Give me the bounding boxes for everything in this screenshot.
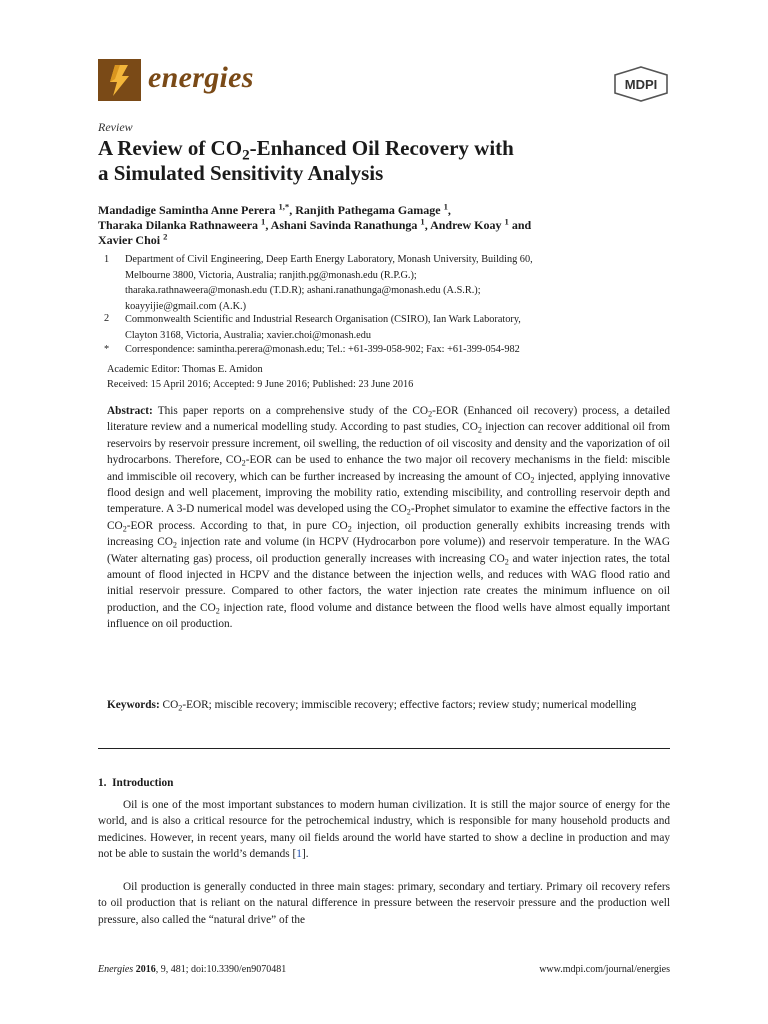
- footer-year: 2016: [133, 964, 156, 975]
- author-name: Ashani Savinda Ranathunga: [270, 218, 418, 232]
- keywords: Keywords: $CO_2$-EOR; miscible recovery; immiscible recovery; effective factors; review study; numerical modelling: [107, 699, 637, 713]
- affiliation-number: 1: [104, 254, 110, 265]
- section-heading: [98, 775, 173, 791]
- correspondence: Correspondence: samintha.perera@monash.edu; Tel.: +61-399-058-902; Fax: +61-399-054-982: [125, 344, 520, 355]
- author-name: Xavier Choi: [98, 233, 161, 247]
- author-list: Mandadige Samintha Anne Perera $^{1,*}$, Ranjith Pathegama Gamage $^1$, Tharaka Dilanka Rathnaweera $^1$, Ashani Savinda Ranathunga $^1$, Andrew Koay $^1$ and Xavier Choi $^2$: [98, 201, 532, 247]
- paper-title: [98, 136, 658, 186]
- article-type: Review: [98, 120, 133, 134]
- affiliation-line: Commonwealth Scientific and Industrial Research Organisation (CSIRO), Ian Wark Laboratory,: [125, 314, 521, 325]
- affiliation-2: [125, 312, 670, 343]
- body-paragraph-2: Oil production is generally conducted in three main stages: primary, secondary and tertiary. Primary oil recovery refers to oil production that is reliant on the natural difference in pressure between the reservoir pressure and the production well pressure, also called the “natural drive” of the: [98, 881, 670, 926]
- author-affil: 1: [420, 216, 425, 227]
- title-line1-post: -Enhanced Oil Recovery with: [249, 136, 514, 160]
- author-affil: 1: [443, 201, 448, 212]
- citation-link[interactable]: 1: [296, 848, 302, 861]
- body-paragraph-1: Oil is one of the most important substances to modern human civilization. It is still the major source of energy for the world, and is also a critical resource for the petrochemical industry, which is responsible for many household products and medicines. However, in recent years, many oil fields around the world have started to show a decline in production and may not be able to sustain the world’s demands [1].: [98, 799, 670, 861]
- footer-url[interactable]: www.mdpi.com/journal/energies: [539, 964, 670, 975]
- lightning-bolt-icon: [98, 59, 141, 101]
- author-affil: 2: [163, 231, 168, 242]
- affiliation-line: Clayton 3168, Victoria, Australia; xavier.choi@monash.edu: [125, 329, 372, 341]
- author-name: Andrew Koay: [430, 218, 502, 232]
- journal-name: energies: [148, 61, 254, 94]
- abstract-label: Abstract:: [107, 405, 153, 417]
- section-number: 1.: [98, 777, 107, 789]
- mdpi-logo: [613, 66, 669, 102]
- section-title: Introduction: [112, 777, 174, 789]
- author-name: Tharaka Dilanka Rathnaweera: [98, 218, 259, 232]
- affiliation-line: Melbourne 3800, Victoria, Australia; ranjith.pg@monash.edu (R.P.G.);: [125, 269, 417, 281]
- author-affil: 1: [504, 216, 509, 227]
- author-name: Mandadige Samintha Anne Perera: [98, 203, 276, 217]
- affiliation-line: Department of Civil Engineering, Deep Earth Energy Laboratory, Monash University, Building 60,: [125, 254, 533, 265]
- author-affil: 1,*: [278, 201, 290, 212]
- author-affil: 1: [261, 216, 266, 227]
- affiliation-line: tharaka.rathnaweera@monash.edu (T.D.R); ashani.ranathunga@monash.edu (A.S.R.);: [125, 285, 481, 296]
- publication-dates: Received: 15 April 2016; Accepted: 9 June 2016; Published: 23 June 2016: [107, 379, 414, 390]
- mdpi-logo-text: MDPI: [624, 77, 658, 92]
- author-name: Ranjith Pathegama Gamage: [295, 203, 441, 217]
- affiliation-number: 2: [104, 313, 110, 324]
- title-line1-pre: A Review of CO: [98, 136, 243, 160]
- keywords-label: Keywords:: [107, 699, 160, 711]
- affiliation-1: [125, 252, 670, 314]
- correspondence-marker: *: [104, 344, 110, 355]
- title-co2-subscript: 2: [242, 147, 250, 164]
- section-divider: [98, 748, 670, 749]
- affiliation-line: koayyijie@gmail.com (A.K.): [125, 300, 247, 312]
- journal-logo: [98, 59, 141, 101]
- abstract: Abstract: This paper reports on a comprehensive study of the $CO_2$-EOR (Enhanced oil recovery) process, a detailed literature review and a numerical modelling study. According to past studies, $CO_2$ injection can recover additional oil from reservoirs by reservoir pressure increment, oil swelling, the reduction of oil viscosity and density and the vaporization of oil hydrocarbons. Therefore, $CO_2$-EOR can be used to enhance the two major oil recovery mechanisms in the field: miscible and immiscible oil recovery, which can be further increased by increasing the amount of $CO_2$ injected, applying innovative flood design and well placement, improving the mobility ratio, extending miscibility, and controlling reservoir depth and temperature. A 3-D numerical model was developed using the $CO_2$-Prophet simulator to examine the effective factors in the $CO_2$-EOR process. According to that, in pure $CO_2$ injection, oil production generally exhibits increasing trends with increasing $CO_2$ injection rate and volume (in HCPV (Hydrocarbon pore volume)) and reservoir temperature. In the WAG (Water alternating gas) process, oil production generally increases with increasing $CO_2$ and water injection rates, the total amount of flood injected in HCPV and the distance between the injection wells, and reduces with WAG flood ratio and initial reservoir pressure. Compared to other factors, the water injection rate creates the minimum influence on oil production, and the $CO_2$ injection rate, flood volume and distance between the flood wells have almost equally important influence on oil production.: [107, 405, 671, 631]
- academic-editor: Academic Editor: Thomas E. Amidon: [107, 364, 263, 375]
- footer-journal: Energies: [98, 964, 134, 975]
- footer-citation: Energies 2016, 9, 481; doi:10.3390/en9070481: [98, 964, 287, 975]
- title-line2: a Simulated Sensitivity Analysis: [98, 161, 384, 185]
